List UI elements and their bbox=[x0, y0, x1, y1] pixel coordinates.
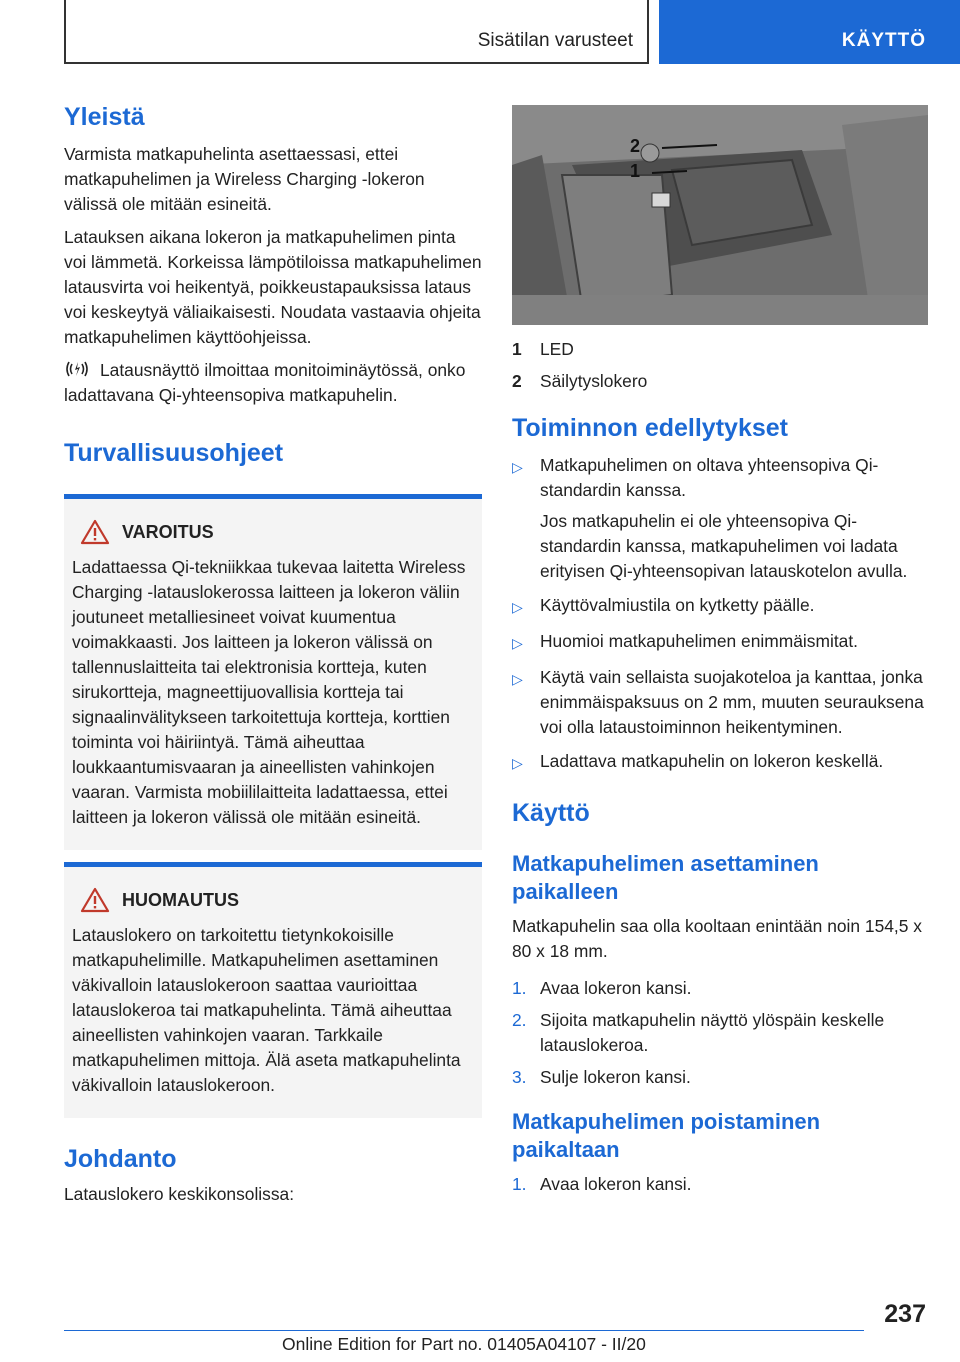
right-column bbox=[512, 102, 930, 1204]
legend-text: Säilytyslokero bbox=[540, 371, 648, 391]
warning-triangle-icon bbox=[80, 887, 110, 913]
triangle-bullet-icon: ▷ bbox=[512, 459, 523, 475]
legend-item bbox=[512, 333, 930, 365]
step-number: 1. bbox=[512, 1173, 527, 1194]
console-photo bbox=[512, 105, 928, 325]
requirement-text: Matkapuhelimen on oltava yhteensopiva Qi-standardin kanssa. bbox=[540, 455, 879, 500]
heading-poistaminen: Matkapuhelimen poistaminen paikaltaan bbox=[512, 1108, 821, 1162]
notice-box bbox=[64, 862, 482, 1118]
notice-title: HUOMAUTUS bbox=[122, 889, 239, 910]
header-chapter-title: KÄYTTÖ bbox=[841, 30, 926, 51]
triangle-bullet-icon: ▷ bbox=[512, 599, 523, 615]
requirement-subtext: Jos matkapuhelin ei ole yhteensopiva Qi-standardin kanssa, matkapuhelimen voi ladata erityisen Qi-yhteensopivan latauskotelon avulla. bbox=[540, 511, 908, 581]
list-item bbox=[512, 1065, 930, 1090]
legend-number: 2 bbox=[512, 371, 522, 391]
step-number: 3. bbox=[512, 1066, 527, 1087]
heading-johdanto: Johdanto bbox=[64, 1145, 177, 1173]
photo-legend bbox=[512, 333, 930, 397]
photo-label-1: 1 bbox=[630, 161, 641, 181]
requirement-text: Käytä vain sellaista suojakoteloa ja kanttaa, jonka enimmäispaksuus on 2 mm, muuten seurauksena voi olla lataustoiminnon heikentyminen. bbox=[540, 667, 924, 737]
yleista-paragraph-3: Latausnäyttö ilmoittaa monitoiminäytössä, onko ladattavana Qi-yhteensopiva matkapuhelin. bbox=[64, 360, 466, 405]
heading-toiminnon-edellytykset: Toiminnon edellytykset bbox=[512, 414, 788, 442]
header-section-title: Sisätilan varusteet bbox=[477, 30, 633, 51]
console-illustration bbox=[512, 105, 928, 325]
yleista-paragraph-2: Latauksen aikana lokeron ja matkapuhelimen pinta voi lämmetä. Korkeissa lämpötiloissa matkapuhelimen latausvirta voi heikentyä, poikkeustapauksissa lataus voi keskeytyä väliaikaisesti. Noudata vastaavia ohjeita matkapuhelimen käyttöohjeissa. bbox=[64, 227, 482, 347]
yleista-paragraph-1: Varmista matkapuhelinta asettaessasi, ettei matkapuhelimen ja Wireless Charging -lokeron välissä ole mitään esineitä. bbox=[64, 144, 425, 214]
warning-text: Ladattaessa Qi-tekniikkaa tukevaa laitetta Wireless Charging -latauslokerossa laitteen ja lokeron väliin joutuneet metalliesineet voivat kuumentua voimakkaasti. Jos laitteen ja lokeron välissä on tallennuslaitteita tai elektronisia kortteja, kuten sirukortteja, magneettijuovallisia kortteja tai signaalinvälitykseen tarkoitettuja kortteja, korttien toiminta voi häiriintyä. Tämä aiheuttaa loukkaantumisvaaran ja aineellisten vahinkojen vaaran. Varmista mobiililaitteita ladattaessa, ettei laitteen ja lokeron välissä ole mitään esineitä. bbox=[72, 557, 466, 827]
warning-title: VAROITUS bbox=[122, 521, 214, 542]
list-item bbox=[512, 1172, 930, 1197]
yleista-paragraph-3-wrap bbox=[64, 358, 482, 408]
triangle-bullet-icon: ▷ bbox=[512, 635, 523, 651]
step-number: 2. bbox=[512, 1009, 527, 1030]
requirements-list bbox=[512, 453, 930, 776]
notice-box-title-row bbox=[80, 887, 474, 913]
johdanto-text: Latauslokero keskikonsolissa: bbox=[64, 1184, 295, 1204]
list-item bbox=[512, 749, 930, 776]
triangle-bullet-icon: ▷ bbox=[512, 755, 523, 771]
heading-kaytto: Käyttö bbox=[512, 799, 590, 827]
footer-edition: Online Edition for Part no. 01405A04107 - II/20 bbox=[282, 1334, 646, 1354]
list-item bbox=[512, 629, 930, 656]
photo-label-2: 2 bbox=[630, 136, 641, 156]
list-item bbox=[512, 1008, 930, 1058]
page-number: 237 bbox=[884, 1300, 926, 1328]
list-item bbox=[512, 453, 930, 584]
list-item bbox=[512, 593, 930, 620]
left-column bbox=[64, 102, 482, 1207]
warning-box bbox=[64, 494, 482, 850]
heading-turvallisuusohjeet: Turvallisuusohjeet bbox=[64, 439, 284, 467]
list-item bbox=[512, 976, 930, 1001]
header-chapter-tab bbox=[659, 0, 960, 64]
triangle-bullet-icon: ▷ bbox=[512, 671, 523, 687]
step-number: 1. bbox=[512, 977, 527, 998]
heading-asettaminen: Matkapuhelimen asettaminen paikalleen bbox=[512, 851, 819, 904]
asettaminen-text: Matkapuhelin saa olla kooltaan enintään noin 154,5 x 80 x 18 mm. bbox=[512, 915, 922, 961]
wireless-charging-icon bbox=[64, 359, 90, 379]
step-text: Avaa lokeron kansi. bbox=[540, 977, 692, 998]
place-steps-list bbox=[512, 976, 930, 1090]
warning-box-title-row bbox=[80, 519, 474, 545]
list-item bbox=[512, 665, 930, 740]
remove-steps-list bbox=[512, 1172, 930, 1197]
warning-triangle-icon bbox=[80, 519, 110, 545]
step-text: Sulje lokeron kansi. bbox=[540, 1066, 691, 1087]
header-section-tab bbox=[64, 0, 649, 64]
step-text: Avaa lokeron kansi. bbox=[540, 1173, 692, 1194]
footer-divider bbox=[64, 1330, 864, 1331]
legend-number: 1 bbox=[512, 339, 522, 359]
notice-text: Latauslokero on tarkoitettu tietynkokoisille matkapuhelimille. Matkapuhelimen asettaminen väkivalloin latauslokeroon saattaa vaurioittaa latauslokeroa tai matkapuhelinta. Tämä aiheuttaa aineellisten vahinkojen vaaran. Tarkkaile matkapuhelimen mittoja. Älä aseta matkapuhelinta väkivalloin latauslokeroon. bbox=[72, 925, 461, 1095]
legend-item bbox=[512, 365, 930, 397]
requirement-text: Huomioi matkapuhelimen enimmäismitat. bbox=[540, 631, 858, 651]
legend-text: LED bbox=[540, 339, 574, 359]
requirement-text: Käyttövalmiustila on kytketty päälle. bbox=[540, 595, 815, 615]
heading-yleista: Yleistä bbox=[64, 103, 145, 131]
requirement-text: Ladattava matkapuhelin on lokeron keskellä. bbox=[540, 751, 884, 771]
step-text: Sijoita matkapuhelin näyttö ylöspäin keskelle latauslokeroa. bbox=[540, 1009, 885, 1055]
